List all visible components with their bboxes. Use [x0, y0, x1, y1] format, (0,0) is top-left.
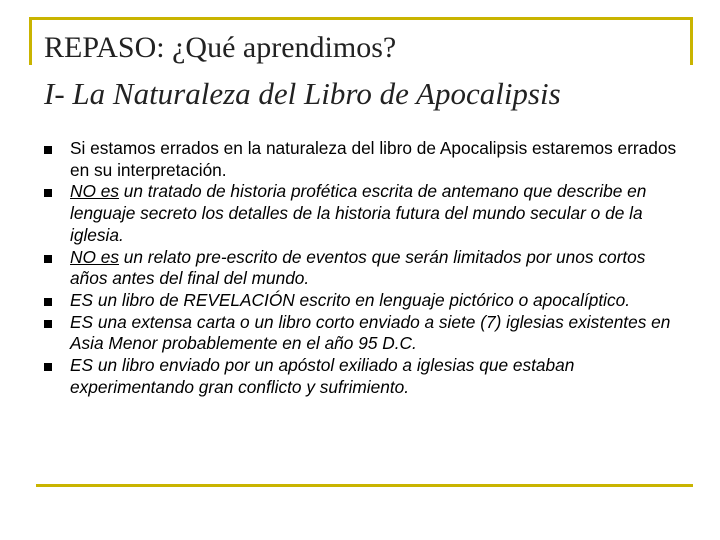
frame-bottom-line — [36, 484, 693, 487]
list-item-text: ES una extensa carta o un libro corto enviado a siete (7) iglesias existentes en Asia Menor probablemente en el año 95 D.C. — [70, 311, 671, 354]
list-item-lead: NO es — [70, 246, 119, 267]
square-bullet-icon — [44, 189, 52, 197]
slide-title: REPASO: ¿Qué aprendimos? — [44, 31, 397, 64]
frame-left-line — [29, 17, 32, 65]
bullet-list — [44, 138, 684, 398]
list-item — [44, 355, 684, 398]
square-bullet-icon — [44, 298, 52, 306]
list-item-text: ES un libro enviado por un apóstol exiliado a iglesias que estaban experimentando gran conflicto y sufrimiento. — [70, 355, 575, 397]
list-item — [44, 138, 684, 181]
square-bullet-icon — [44, 320, 52, 328]
frame-right-line — [690, 17, 693, 65]
list-item-text: Si estamos errados en la naturaleza del libro de Apocalipsis estaremos errados en su interpretación. — [70, 138, 677, 180]
square-bullet-icon — [44, 146, 52, 154]
list-item — [44, 181, 684, 246]
list-item-text: un relato pre-escrito de eventos que serán limitados por unos cortos años antes del final del mundo. — [70, 246, 646, 289]
frame-top-line — [29, 17, 693, 20]
list-item — [44, 290, 684, 312]
square-bullet-icon — [44, 255, 52, 263]
slide-subtitle: I- La Naturaleza del Libro de Apocalipsis — [44, 76, 561, 111]
list-item-lead: NO es — [70, 181, 119, 202]
square-bullet-icon — [44, 363, 52, 371]
list-item-text: ES un libro de REVELACIÓN escrito en lenguaje pictórico o apocalíptico. — [70, 289, 631, 310]
list-item-text: un tratado de historia profética escrita de antemano que describe en lenguaje secreto los detalles de la historia futura del mundo secular o de la iglesia. — [70, 181, 647, 245]
list-item — [44, 312, 684, 355]
list-item — [44, 247, 684, 290]
